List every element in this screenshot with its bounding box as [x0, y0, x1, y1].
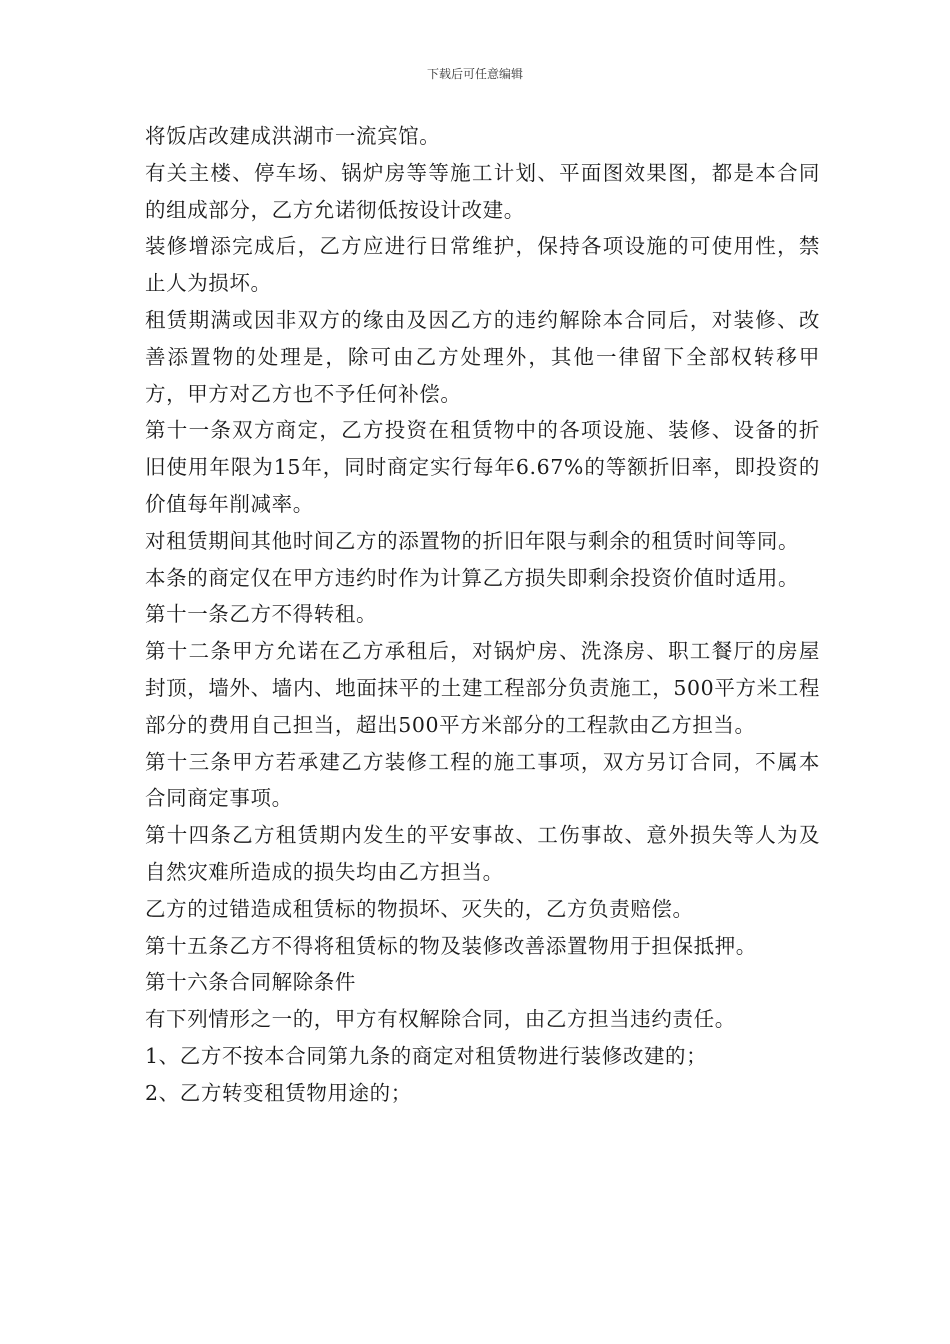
- paragraph: 有关主楼、停车场、锅炉房等等施工计划、平面图效果图，都是本合同的组成部分，乙方允诺彻低按设计改建。: [145, 160, 820, 222]
- paragraph: 第十一条乙方不得转租。: [145, 602, 378, 627]
- page-header: [0, 66, 950, 82]
- paragraph: 租赁期满或因非双方的缘由及因乙方的违约解除本合同后，对装修、改善添置物的处理是，除可由乙方处理外，其他一律留下全部权转移甲方，甲方对乙方也不予任何补偿。: [145, 307, 820, 406]
- paragraph: 对租赁期间其他时间乙方的添置物的折旧年限与剩余的租赁时间等同。: [145, 528, 800, 553]
- paragraph: 乙方的过错造成租赁标的物损坏、灭失的，乙方负责赔偿。: [145, 896, 694, 921]
- paragraph: 第十四条乙方租赁期内发生的平安事故、工伤事故、意外损失等人为及自然灾难所造成的损失均由乙方担当。: [145, 823, 820, 884]
- paragraph: 第十三条甲方若承建乙方装修工程的施工事项，双方另订合同，不属本合同商定事项。: [145, 749, 820, 811]
- list-item: 1、乙方不按本合同第九条的商定对租赁物进行装修改建的；: [145, 1043, 708, 1068]
- header-text: 下载后可任意编辑: [426, 67, 523, 81]
- section-heading: 第十六条合同解除条件: [145, 970, 356, 995]
- paragraph: 有下列情形之一的，甲方有权解除合同，由乙方担当违约责任。: [145, 1007, 736, 1032]
- paragraph: 第十五条乙方不得将租赁标的物及装修改善添置物用于担保抵押。: [145, 933, 757, 958]
- paragraph: 第十二条甲方允诺在乙方承租后，对锅炉房、洗涤房、职工餐厅的房屋封顶，墙外、墙内、地面抹平的土建工程部分负责施工，500平方米工程部分的费用自己担当，超出500平方米部分的工程款由乙方担当。: [145, 639, 820, 737]
- paragraph: 装修增添完成后，乙方应进行日常维护，保持各项设施的可使用性，禁止人为损坏。: [145, 234, 820, 296]
- paragraph: 将饭店改建成洪湖市一流宾馆。: [145, 124, 441, 148]
- list-item: 2、乙方转变租赁物用途的；: [145, 1080, 412, 1105]
- paragraph: 第十一条双方商定，乙方投资在租赁物中的各项设施、装修、设备的折旧使用年限为15年，同时商定实行每年6.67%的等额折旧率，即投资的价值每年削减率。: [145, 418, 820, 516]
- paragraph: 本条的商定仅在甲方违约时作为计算乙方损失即剩余投资价值时适用。: [145, 565, 800, 590]
- document-body: [145, 118, 820, 1112]
